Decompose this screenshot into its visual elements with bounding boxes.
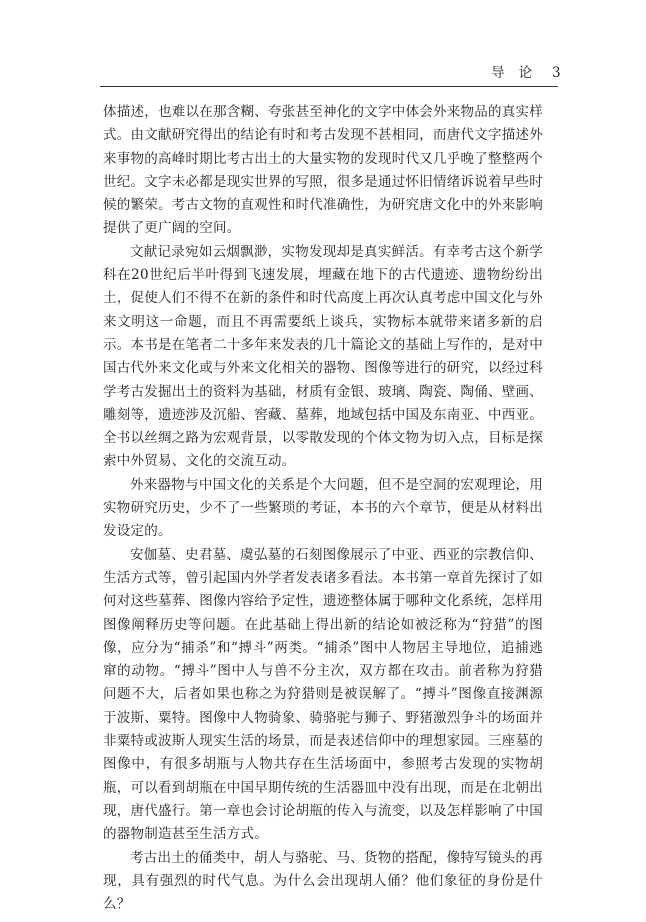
header-rule xyxy=(100,86,558,87)
paragraph: 安伽墓、史君墓、虞弘墓的石刻图像展示了中亚、西亚的宗教信仰、生活方式等，曾引起国内外学者发表诸多看法。本书第一章首先探讨了如何对这些墓葬、图像内容给予定性，遗迹整体属于哪种文化系统，怎样用图像阐释历史等问题。在此基础上得出新的结论如被泛称为“狩猎”的图像，应分为“捕杀”和“搏斗”两类。“捕杀”图中人物居主导地位，追捕逃窜的动物。“搏斗”图中人与兽不分主次，双方都在攻击。前者称为狩猎问题不大，后者如果也称之为狩猎则是被误解了。“搏斗”图像直接渊源于波斯、粟特。图像中人物骑象、骑骆驼与狮子、野猪激烈争斗的场面并非粟特或波斯人现实生活的场景，而是表述信仰中的理想家园。三座墓的图像中，有很多胡瓶与人物共存在生活场面中，参照考古发现的实物胡瓶，可以看到胡瓶在中国早期传统的生活器皿中没有出现，而是在北朝出现，唐代盛行。第一章也会讨论胡瓶的传入与流变，以及怎样影响了中国的器物制造甚至生活方式。 xyxy=(103,546,543,843)
paragraph: 考古出土的俑类中，胡人与骆驼、马、货物的搭配，像特写镜头的再现，具有强烈的时代气息。为什么会出现胡人俑？他们象征的身份是什么？ xyxy=(103,849,543,913)
page-header xyxy=(0,62,646,86)
paragraph-continued: 体描述，也难以在那含糊、夸张甚至神化的文字中体会外来物品的真实样式。由文献研究得出的结论有时和考古发现不甚相同，而唐代文字描述外来事物的高峰时期比考古出土的大量实物的发现时代又几乎晚了整整两个世纪。文字未必都是现实世界的写照，很多是通过怀旧情绪诉说着早些时候的繁荣。考古文物的直观性和时代准确性，为研究唐文化中的外来影响提供了更广阔的空间。 xyxy=(103,104,543,237)
paragraph: 外来器物与中国文化的关系是个大问题，但不是空洞的宏观理论，用实物研究历史，少不了一些繁琐的考证，本书的六个章节，便是从材料出发设定的。 xyxy=(103,476,543,540)
running-head: 导论 xyxy=(491,65,546,81)
body-text xyxy=(103,101,543,916)
paragraph: 文献记录宛如云烟飘渺，实物发现却是真实鲜活。有幸考古这个新学科在20世纪后半叶得到飞速发展，埋藏在地下的古代遗迹、遗物纷纷出土，促使人们不得不在新的条件和时代高度上再次认真考虑中国文化与外来文明这一命题，而且不再需要纸上谈兵，实物标本就带来诸多新的启示。本书是在笔者二十多年来发表的几十篇论文的基础上写作的，是对中国古代外来文化或与外来文化相关的器物、图像等进行的研究，以经过科学考古发掘出土的资料为基础，材质有金银、玻璃、陶瓷、陶俑、壁画、雕刻等，遗迹涉及沉船、窖藏、墓葬，地域包括中国及东南亚、中西亚。全书以丝绸之路为宏观背景，以零散发现的个体文物为切入点，目标是探索中外贸易、文化的交流互动。 xyxy=(103,243,543,470)
page-number: 3 xyxy=(552,65,561,81)
